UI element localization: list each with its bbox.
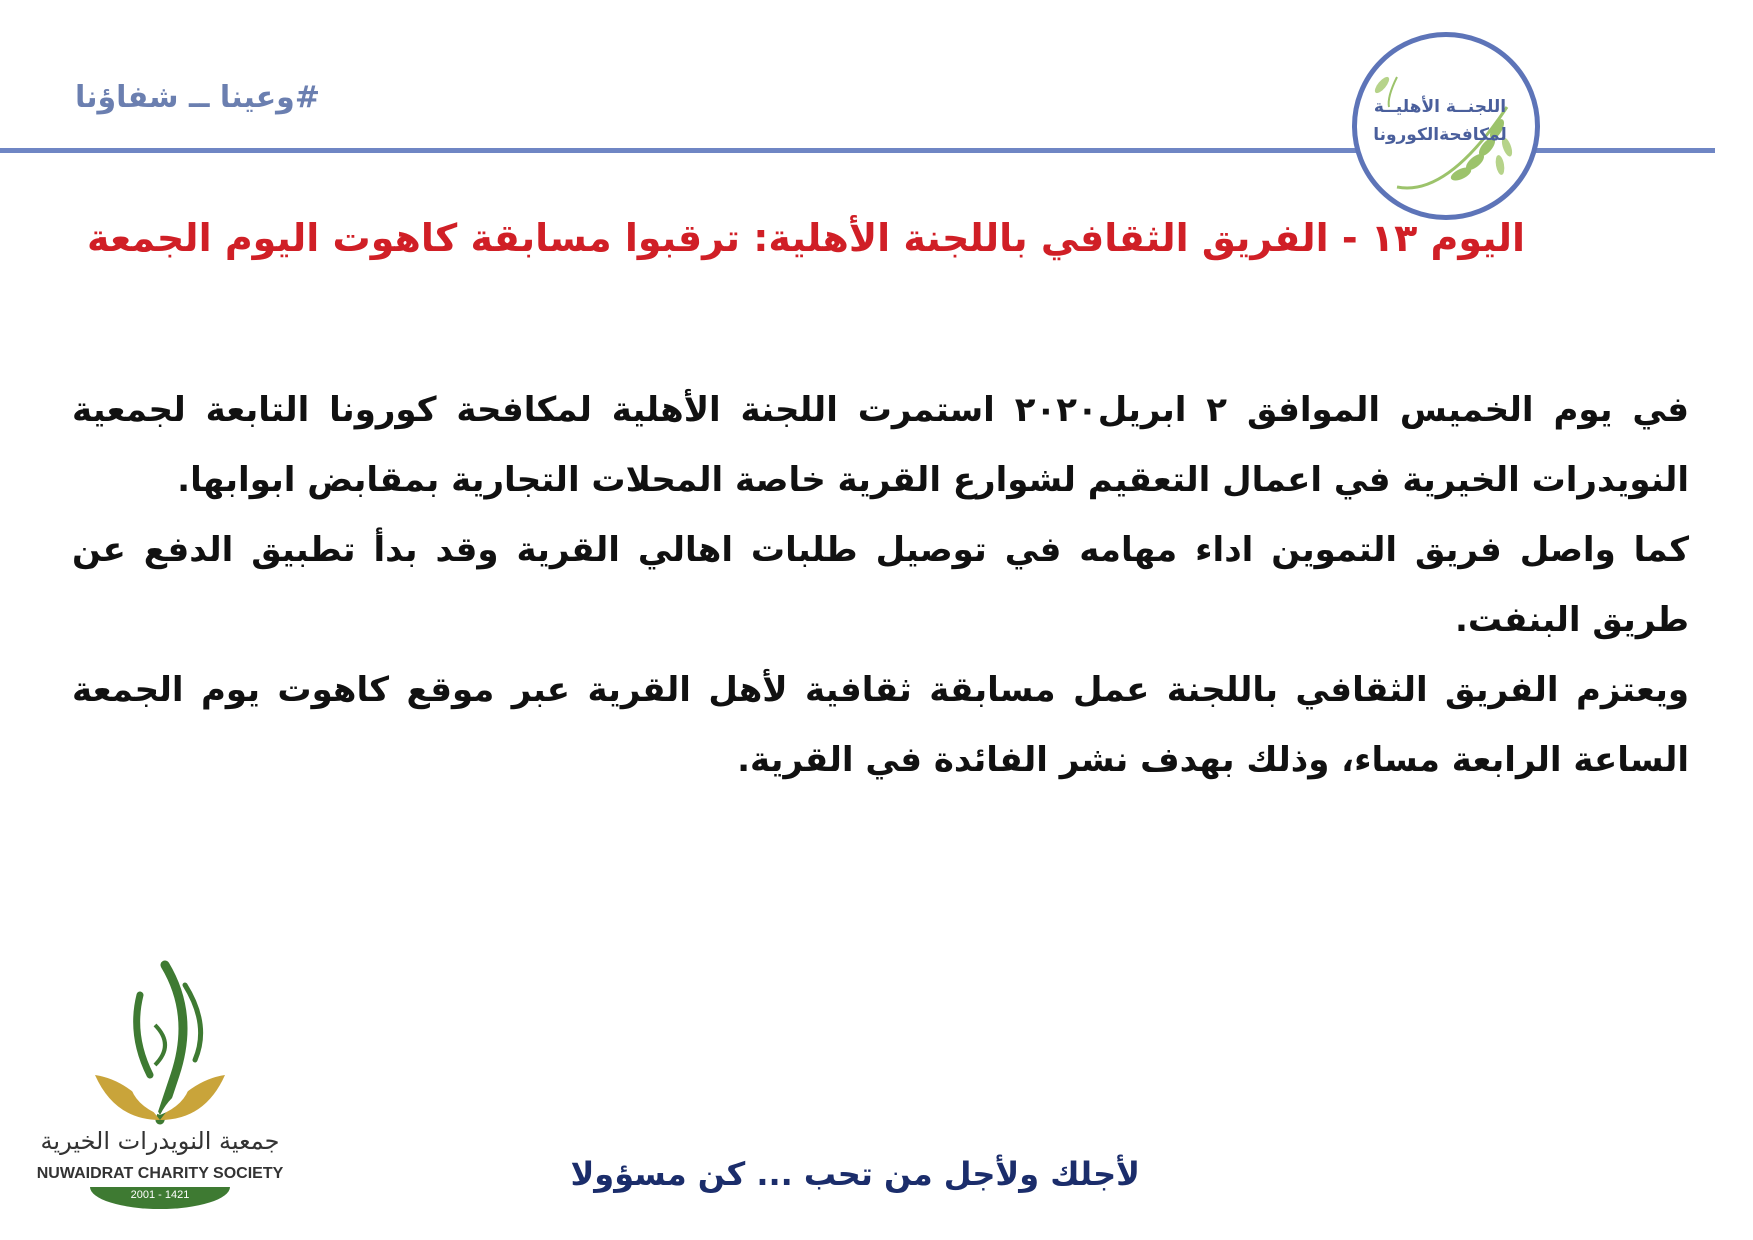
paragraph-1: في يوم الخميس الموافق ٢ ابريل٢٠٢٠ استمرت اللجنة الأهلية لمكافحة كورونا التابعة لجمعية النويدرات الخيرية في اعمال التعقيم لشوارع القرية خاصة المحلات التجارية بمقابض ابوابها. xyxy=(72,390,1690,500)
society-years-band xyxy=(90,1187,230,1209)
committee-logo-line1: اللجنــة الأهليــة xyxy=(1373,97,1507,117)
calligraphy-wheat-icon xyxy=(35,955,285,1130)
society-arabic-name: جمعية النويدرات الخيرية xyxy=(40,1127,280,1155)
paragraph-3: ويعتزم الفريق الثقافي باللجنة عمل مسابقة ثقافية لأهل القرية عبر موقع كاهوت يوم الجمعة الساعة الرابعة مساء، وذلك بهدف نشر الفائدة في القرية. xyxy=(72,670,1689,780)
society-years: 2001 - 1421 xyxy=(130,1189,190,1201)
society-english-name: NUWAIDRAT CHARITY SOCIETY xyxy=(36,1165,284,1182)
hashtag: #وعينا ــ شفاؤنا xyxy=(75,80,320,115)
paragraph-2: كما واصل فريق التموين اداء مهامه في توصيل طلبات اهالي القرية وقد بدأ تطبيق الدفع عن طريق البنفت. xyxy=(72,530,1689,640)
footer-slogan: لأجلك ولأجل من تحب ... كن مسؤولا xyxy=(570,1155,1140,1193)
committee-logo-line2: لمكافحةالكورونا xyxy=(1373,125,1507,145)
article-body xyxy=(72,375,1689,795)
society-logo xyxy=(35,955,285,1215)
committee-logo xyxy=(1352,32,1540,220)
headline: اليوم ١٣ - الفريق الثقافي باللجنة الأهلية: ترقبوا مسابقة كاهوت اليوم الجمعة xyxy=(86,216,1525,260)
